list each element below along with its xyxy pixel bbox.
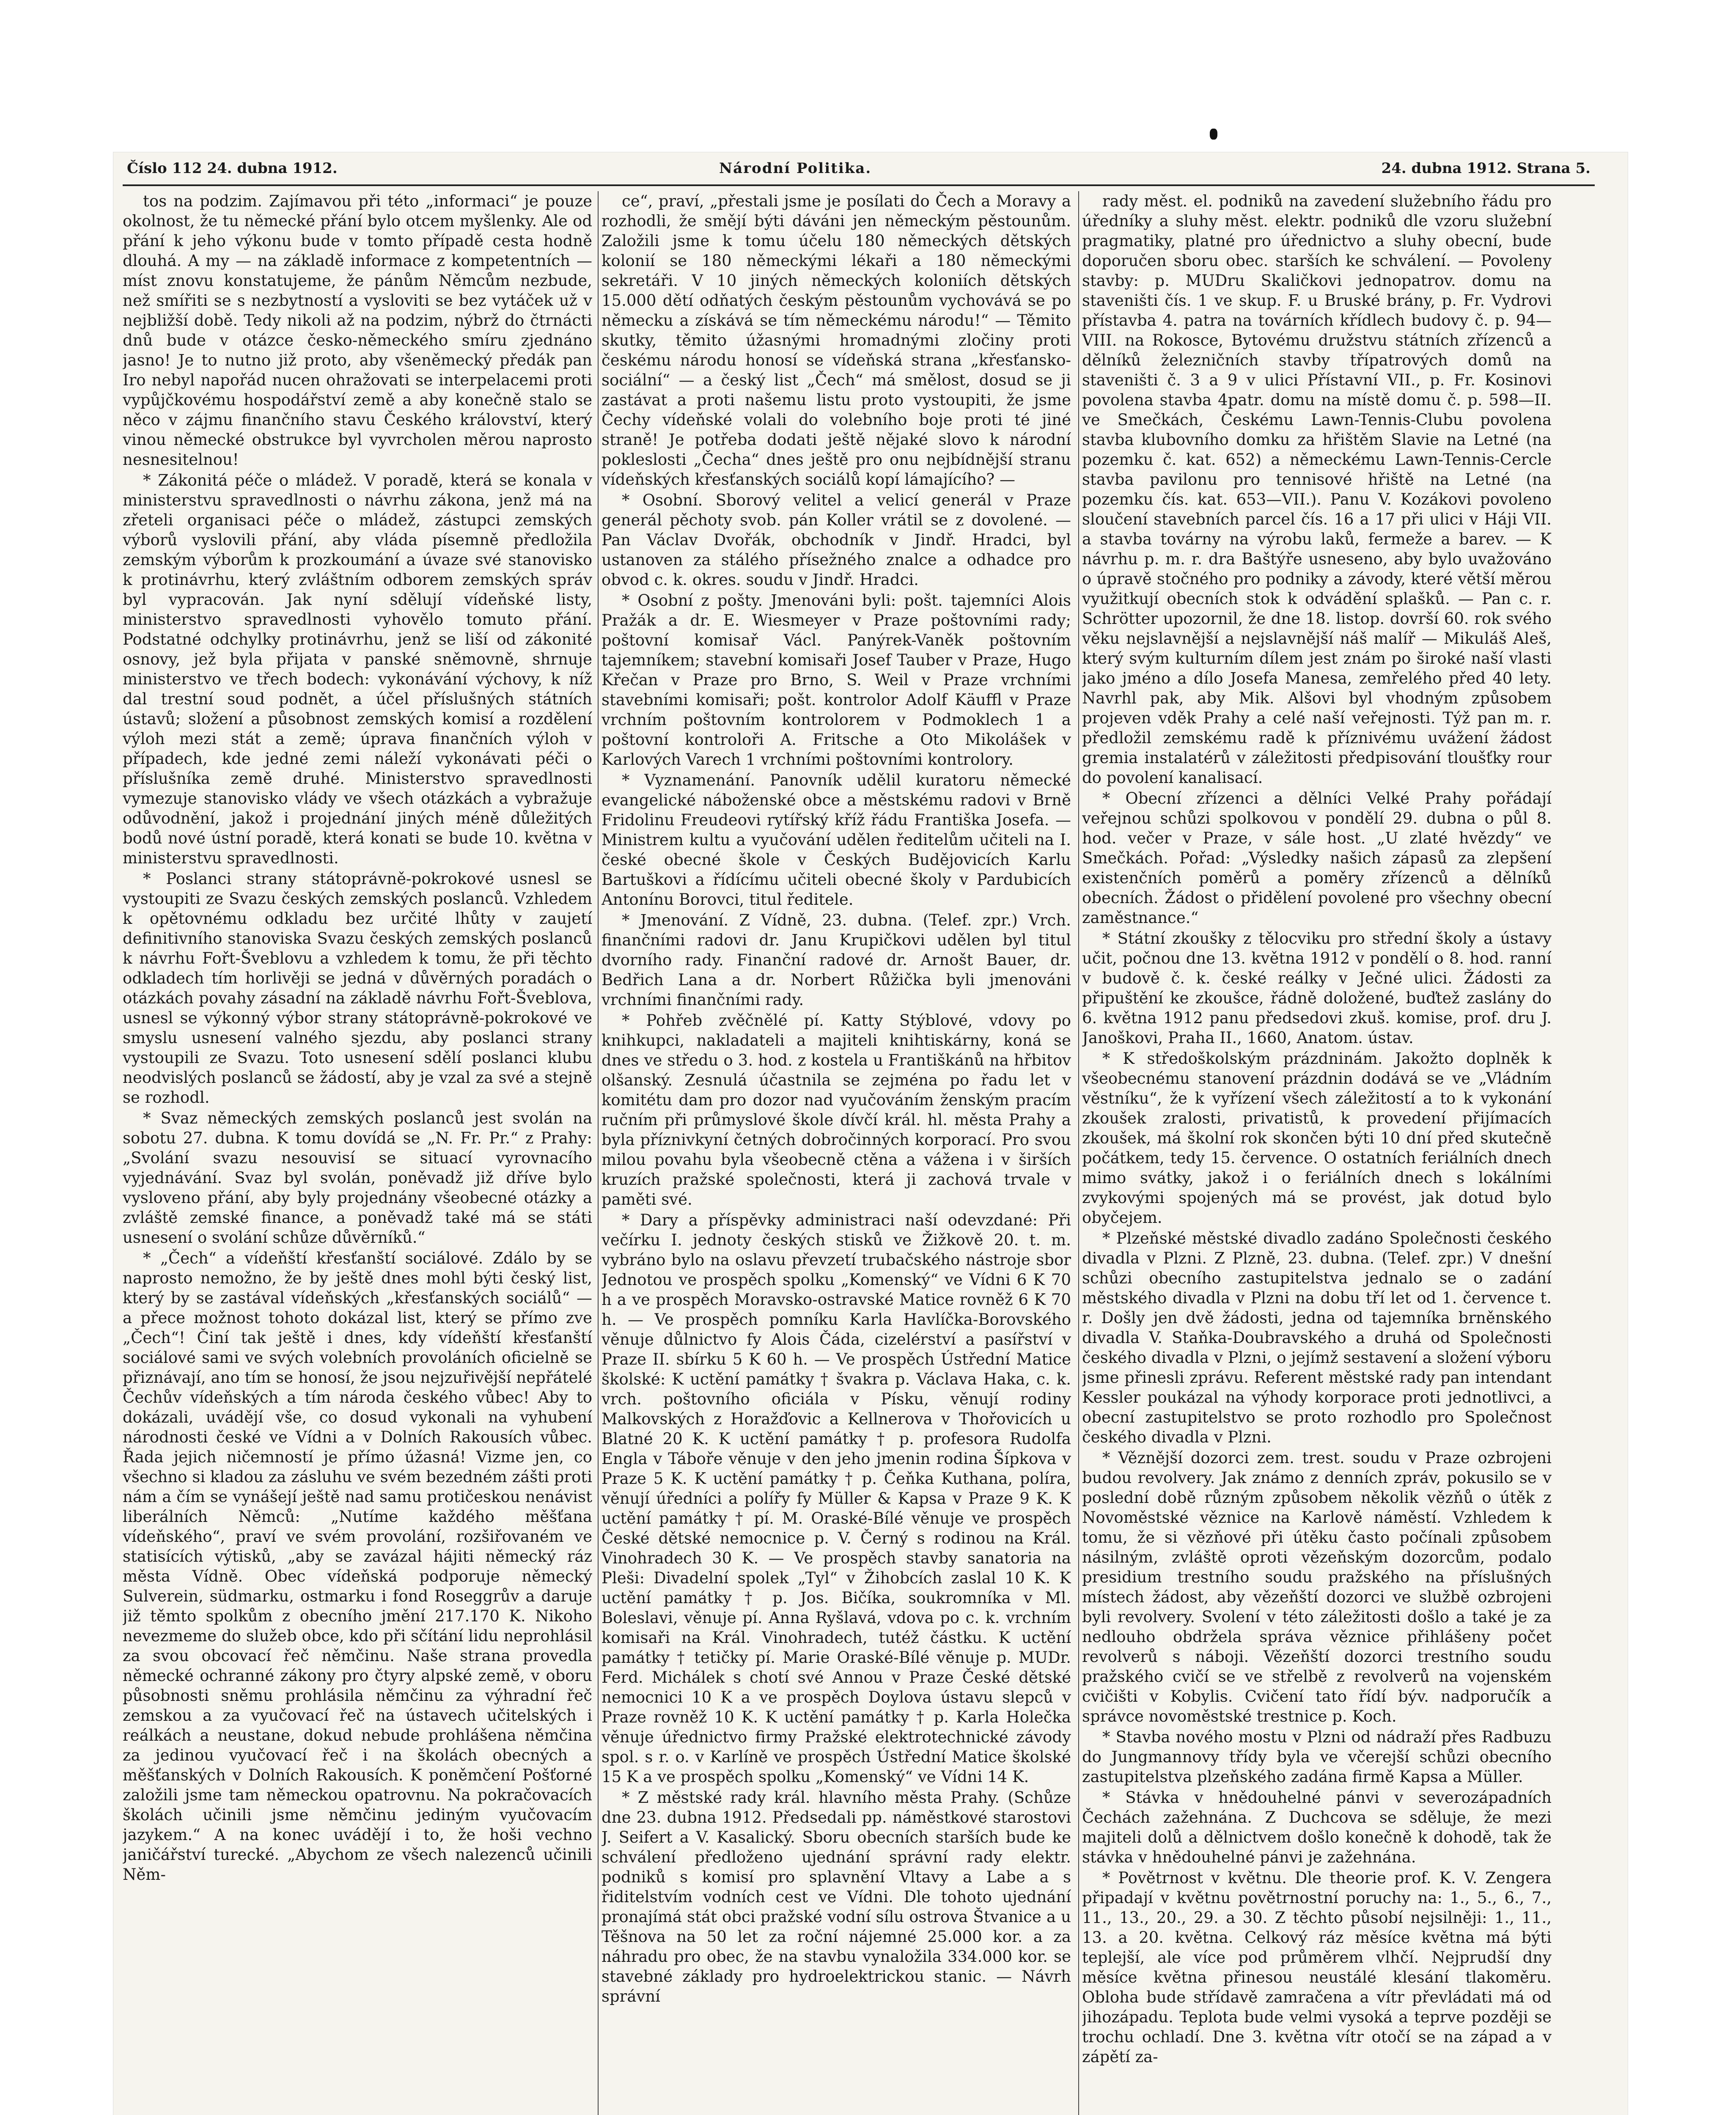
column-2 bbox=[602, 191, 1071, 2115]
article-paragraph: * Stavba nového mostu v Plzni od nádraží přes Radbuzu do Jungmannovy třídy byla ve včerejší schůzi obecního zastupitelstva plzeňského zadána firmě Kapsa a Müller. bbox=[1082, 1728, 1552, 1786]
article-paragraph: * Jmenování. Z Vídně, 23. dubna. (Telef. zpr.) Vrch. finančními radovi dr. Janu Krupičkovi udělen byl titul dvorního rady. Finanční radové dr. Arnošt Bauer, dr. Bedřich Lana a dr. Norbert Růžička byli jmenováni vrchními finančními rady. bbox=[602, 911, 1071, 1009]
article-paragraph: * Osobní. Sborový velitel a velicí generál v Praze generál pěchoty svob. pán Koller vrátil se z dovolené. — Pan Václav Dvořák, obchodník v Jindř. Hradci, byl ustanoven za stálého přísežného znalce a odhadce pro obvod c. k. okres. soudu v Jindř. Hradci. bbox=[602, 491, 1071, 589]
article-paragraph: * Poslanci strany státoprávně-pokrokové usnesl se vystoupiti ze Svazu českých zemských poslanců. Vzhledem k opětovnému odkladu bez určité lhůty v zaujetí definitivního stanoviska Svazu českých zemských poslanců k návrhu Fořt-Šveblovu a vzhledem k tomu, že při těchto odkladech tím horlivěji se jedná v důvěrných poradách o otázkách povahy zásadní na základě návrhu Fořt-Šveblova, usnesl se výkonný výbor strany státoprávně-pokrokové ve smyslu usnesení valného sjezdu, aby poslanci strany vystoupili ze Svazu. Toto usnesení sdělí poslanci klubu neodvislých poslanců se žádostí, aby je vzal za své a stejně se rozhodl. bbox=[123, 870, 592, 1107]
page-header bbox=[127, 160, 1590, 185]
article-paragraph: * K středoškolským prázdninám. Jakožto doplněk k všeobecnému stanovení prázdnin dodává se ve „Vládním věstníku“, že k vyřízení všech záležitostí a to k vykonání zkoušek zralosti, privatistů, k provedení přijímacích zkoušek, má školní rok skončen býti 10 dní před skutečně počátkem, tedy 15. července. O ostatních feriálních dnech mimo svátky, jakož i o feriálních dnech s lokálními zvykovými spojených má se provést, jak dotud bylo obyčejem. bbox=[1082, 1049, 1552, 1227]
article-paragraph: * Vyznamenání. Panovník udělil kuratoru německé evangelické náboženské obce a městskému radovi v Brně Fridolinu Freudeovi rytířský kříž řádu Františka Josefa. — Ministrem kultu a vyučování udělen ředitelům učiteli na I. české obecné škole v Českých Budějovicích Karlu Bartuškovi a řídícímu učiteli obecné školy v Pardubicích Antonínu Borovci, titul ředitele. bbox=[602, 771, 1071, 909]
article-paragraph: tos na podzim. Zajímavou při této „informaci“ je pouze okolnost, že tu německé přání bylo otcem myšlenky. Ale od přání k jeho výkonu bude v tomto případě cesta hodně dlouhá. A my — na základě informace z kompetentních — míst znovu konstatujeme, že pánům Němcům nezbude, než smířiti se s nezbytností a vysloviti se bez vytáček už v nejbližší době. Tedy nikoli až na podzim, nýbrž do čtrnácti dnů bude v otázce česko-německého smíru zjednáno jasno! Je to nutno již proto, aby všeněmecký předák pan Iro nebyl napořád nucen ohražovati se interpelacemi proti vypůjčkovému hospodářství země a aby konečně stalo se něco v zájmu finančního stavu Českého království, který vinou německé obstrukce byl vyvrcholen měrou naprosto nesnesitelnou! bbox=[123, 192, 592, 469]
article-paragraph: * „Čech“ a vídeňští křesťanští sociálové. Zdálo by se naprosto nemožno, že by ještě dnes mohl býti český list, který by se zastával vídeňských „křesťanských sociálů“ — a přece možnost tohoto dokázal list, který se přímo zve „Čech“! Činí tak ještě i dnes, kdy vídeňští křesťanští sociálové sami ve svých volebních provoláních oficielně se přiznávají, ano tím se honosí, že jsou nejzuřivější nepřátelé Čechův vídeňských a tím národa českého vůbec! Aby to dokázali, uvádějí vše, co dosud vykonali na vyhubení národnosti české ve Vídni a v Dolních Rakousích vůbec. Řada jejich ničemností je přímo úžasná! Vizme jen, co všechno si kladou za zásluhu ve svém bezedném zášti proti nám a čím se vynášejí ještě nad samu protičeskou nenávist liberálních Němců: „Nutíme každého měšťana vídeňského“, praví ve svém provolání, rozšiřovaném ve statisících výtisků, „aby se zavázal hájiti německý ráz města Vídně. Obec vídeňská podporuje německý Sulverein, südmarku, ostmarku i fond Roseggrův a daruje již těmto spolkům z obecního jmění 217.170 K. Nikoho nevezmeme do služeb obce, kdo při sčítání lidu neprohlásil za svou obcovací řeč němčinu. Naše strana provedla německé ochranné zákony pro čtyry alpské země, v oboru působnosti sněmu prohlásila němčinu za výhradní řeč zemskou a za vyučovací řeč na ústavech učitelských i reálkách a neustane, dokud nebude prohlášena němčina za jedinou vyučovací řeč i na školách obecných a měšťanských v Dolních Rakousích. K poněmčení Pošťorné založili jsme tam německou opatrovnu. Na pokračovacích školách učinili jsme němčinu jediným vyučovacím jazykem.“ A na konec uvádějí i to, že hoši vechno janičářství turecké. „Abychom ze všech nalezenců učinili Něm- bbox=[123, 1249, 592, 1884]
column-1 bbox=[123, 191, 592, 2115]
article-paragraph: * Státní zkoušky z tělocviku pro střední školy a ústavy učit, počnou dne 13. května 1912 v pondělí o 8. hod. ranní v budově č. k. české reálky v Ječné ulici. Žádosti za připuštění ke zkoušce, řádně doložené, buďtež zaslány do 6. května 1912 panu předsedovi zkuš. komise, prof. dru J. Janoškovi, Praha II., 1660, Anatom. ústav. bbox=[1082, 929, 1552, 1047]
column-divider bbox=[1078, 191, 1079, 2115]
article-paragraph: * Osobní z pošty. Jmenováni byli: pošt. tajemníci Alois Pražák a dr. E. Wiesmeyer v Praze poštovními rady; poštovní komisař Václ. Panýrek-Vaněk poštovním tajemníkem; stavební komisaři Josef Tauber v Praze, Hugo Křečan v Praze pro Brno, S. Weil v Praze vrchními stavebními komisaři; pošt. kontrolor Adolf Käuffl v Praze vrchním poštovním kontrolorem v Podmoklech 1 a poštovní kontroloři A. Fritsche a Oto Mikolášek v Karlových Varech 1 vrchními poštovními kontrolory. bbox=[602, 591, 1071, 769]
article-paragraph: * Stávka v hnědouhelné pánvi v severozápadních Čechách zažehnána. Z Duchcova se sděluje, že mezi majiteli dolů a dělnictvem došlo konečně k dohodě, tak že stávka v hnědouhelné pánvi je zažehnána. bbox=[1082, 1788, 1552, 1866]
article-paragraph: * Věznější dozorci zem. trest. soudu v Praze ozbrojeni budou revolvery. Jak známo z denních zpráv, pokusilo se v poslední době různým způsobem několik vězňů o útěk z Novoměstské věznice na Karlově náměstí. Vzhledem k tomu, že si vězňové při útěku často počínali způsobem násilným, zvláště oproti vězeňským dozorcům, podalo presidium trestního soudu pražského na příslušných místech žádost, aby vězeňští dozorci ve službě ozbrojeni byli revolvery. Svolení v této záležitosti došlo a také je za nedlouho obdržela správa věznice přihlášeny počet revolverů s náboji. Vězeňští dozorci trestního soudu pražského cvičí se ve střelbě z revolverů na vojenském cvičišti v Kobylis. Cvičení tato řídí býv. nadporučík a správce novoměstské trestnice p. Koch. bbox=[1082, 1449, 1552, 1725]
column-divider bbox=[598, 191, 599, 2115]
article-paragraph: * Pohřeb zvěčnělé pí. Katty Stýblové, vdovy po knihkupci, nakladateli a majiteli knihtiskárny, koná se dnes ve středu o 3. hod. z kostela u Františkánů na hřbitov olšanský. Zesnulá účastnila se zejména po řadu let v komitétu dam pro dozor nad vyučováním ženským pracím ručním při průmyslové škole dívčí král. hl. města Prahy a byla příznivkyní četných dobročinných korporací. Pro svou milou povahu byla všeobecně ctěna a vážena i v širších kruzích pražské společnosti, která ji zachová trvale v paměti své. bbox=[602, 1011, 1071, 1209]
article-paragraph: * Svaz německých zemských poslanců jest svolán na sobotu 27. dubna. K tomu dovídá se „N. Fr. Pr.“ z Prahy: „Svolání svazu nesouvisí se situací vyrovnacího vyjednávání. Svaz byl svolán, poněvadž již dříve bylo vysloveno přání, aby byly projednány všeobecné otázky a zvláště zemské finance, a poněvadž také má se státi usnesení o svolání schůze důvěrníků.“ bbox=[123, 1109, 592, 1247]
article-paragraph: rady měst. el. podniků na zavedení služebního řádu pro úředníky a sluhy měst. elektr. podniků dle vzoru služební pragmatiky, platné pro úřednictvo a sluhy obecní, bude doporučen sboru obec. starších ke schválení. — Povoleny stavby: p. MUDru Skaličkovi jednopatrov. domu na staveništi čís. 1 ve skup. F. u Bruské brány, p. Fr. Vydrovi přístavba 4. patra na továrních křídlech budovy č. p. 94—VIII. na Rokosce, Bytovému družstvu státních zřízenců a dělníků železničních stavby třípatrových domů na staveništi č. 3 a 9 v ulici Přístavní VII., p. Fr. Kosinovi povolena stavba 4patr. domu na místě domu č. p. 598—II. ve Smečkách, Českému Lawn-Tennis-Clubu povolena stavba klubovního domku za hřištěm Slavie na Letné (na pozemku č. kat. 652) a německému Lawn-Tennis-Cercle stavba pavilonu pro tennisové hřiště na Letné (na pozemku čís. kat. 653—VII.). Panu V. Kozákovi povoleno sloučení stavebních parcel čís. 16 a 17 při ulici v Háji VII. a stavba továrny na výrobu laků, fermeže a barev. — K návrhu p. m. r. dra Baštýře usneseno, aby bylo uvažováno o úpravě stočného pro podniky a závody, které větší měrou využitkují obecních stok k odvádění splašků. — Pan c. r. Schrötter upozornil, že dne 18. listop. dovrší 60. rok svého věku nejslavnější a nejslavnější náš malíř — Mikuláš Aleš, který svým kulturním dílem jest znám po široké naší vlasti jako jméno a dílo Josefa Manesa, zemřelého před 40 lety. Navrhl pak, aby Mik. Alšovi byl vhodným způsobem projeven vděk Prahy a celé naší veřejnosti. Týž pan m. r. předložil zemskému radě k příznivému uvážení žádost gremia instalatérů v záležitosti předpisování tloušťky rour do povolení kanalisací. bbox=[1082, 192, 1552, 787]
article-paragraph: * Plzeňské městské divadlo zadáno Společnosti českého divadla v Plzni. Z Plzně, 23. dubna. (Telef. zpr.) V dnešní schůzi obecního zastupitelstva jednalo se o zadání městského divadla v Plzni na dobu tří let od 1. července t. r. Došly jen dvě žádosti, jedna od tajemníka brněnského divadla V. Staňka-Doubravského a druhá od Společnosti českého divadla v Plzni, o jejímž sestavení a složení výboru jsme přinesli zprávu. Referent městské rady pan intendant Kessler poukázal na výhody korporace proti jednotlivci, a obecní zastupitelstvo se proto rozhodlo pro Společnost českého divadla v Plzni. bbox=[1082, 1229, 1552, 1446]
ink-mark bbox=[1210, 129, 1217, 140]
article-paragraph: * Z městské rady král. hlavního města Prahy. (Schůze dne 23. dubna 1912. Předsedali pp. náměstkové starostovi J. Seifert a V. Kasalický. Sboru obecních starších bude ke schválení předloženo ujednání správní rady elektr. podniků s komisí pro splavnění Vltavy a Labe a s řiditelstvím vodních cest ve Vídni. Dle tohoto ujednání pronajímá stát obci pražské vodní sílu ostrova Štvanice a u Těšnova na 50 let za roční nájemné 25.000 kor. a za náhradu pro obec, že na stavbu vynaložila 334.000 kor. se stavebné základy pro hydroelektrickou stanic. — Návrh správní bbox=[602, 1788, 1071, 2005]
article-paragraph: * Dary a příspěvky administraci naší odevzdané: Při večírku I. jednoty českých stisků ve Žižkově 20. t. m. vybráno bylo na oslavu převzetí trubačského nástroje sbor Jednotou ve prospěch spolku „Komenský“ ve Vídni 6 K 70 h a ve prospěch Moravsko-ostravské Matice rovněž 6 K 70 h. — Ve prospěch pomníku Karla Havlíčka-Borovského věnuje důlnictvo fy Alois Čáda, cizelérství a pasířství v Praze II. sbírku 5 K 60 h. — Ve prospěch Ústřední Matice školské: K uctění památky † švakra p. Václava Haka, c. k. vrch. poštovního oficiála v Písku, věnují rodiny Malkovských z Horažďovic a Kellnerova v Thořovicích u Blatné 20 K. K uctění památky † p. profesora Rudolfa Engla v Táboře věnuje v den jeho jmenin rodina Šípkova v Praze 5 K. K uctění památky † p. Čeňka Kuthana, políra, věnují úředníci a polířy fy Müller & Kapsa v Praze 9 K. K uctění památky † pí. M. Oraské-Bílé věnuje ve prospěch České dětské nemocnice p. V. Černý s rodinou na Král. Vinohradech 30 K. — Ve prospěch stavby sanatoria na Pleši: Divadelní spolek „Tyl“ v Žihobcích zaslal 10 K. K uctění památky † p. Jos. Bičíka, soukromníka v Ml. Boleslavi, věnuje pí. Anna Ryšlavá, vdova po c. k. vrchním komisaři na Král. Vinohradech, tutéž částku. K uctění památky † tetičky pí. Marie Oraské-Bílé věnuje p. MUDr. Ferd. Michálek s chotí své Annou v Praze České dětské nemocnici 10 K a ve prospěch Doylova ústavu slepců v Praze rovněž 10 K. K uctění památky † p. Karla Holečka věnuje úřednictvo firmy Pražské elektrotechnické závody spol. s r. o. v Karlíně ve prospěch Ústřední Matice školské 15 K a ve prospěch spolku „Komenský“ ve Vídni 14 K. bbox=[602, 1211, 1071, 1786]
article-paragraph: * Obecní zřízenci a dělníci Velké Prahy pořádají veřejnou schůzi spolkovou v pondělí 29. dubna o půl 8. hod. večer v Praze, v sále host. „U zlaté hvězdy“ ve Smečkách. Pořad: „Výsledky našich zápasů za zlepšení existenčních poměrů a poměry zřízenců a dělníků obecních. Žádost o přidělení povolené pro všechny obecní zaměstnance.“ bbox=[1082, 789, 1552, 927]
issue-number: Číslo 112 24. dubna 1912. bbox=[127, 160, 338, 177]
header-rule bbox=[123, 184, 1595, 186]
newspaper-title: Národní Politika. bbox=[719, 160, 872, 177]
article-paragraph: * Zákonitá péče o mládež. V poradě, která se konala v ministerstvu spravedlnosti o návrhu zákona, jenž má na zřeteli organisaci péče o mládež, zástupci zemských výborů vyslovili přání, aby vláda písemně předložila zemským výborům k prozkoumání a úvaze své stanovisko k protinávrhu, který zvláštním odborem zemských správ byl vypracován. Jak nyní sdělují vídeňské listy, ministerstvo spravedlnosti vyhovělo tomuto přání. Podstatné odchylky protinávrhu, jenž se liší od zákonité osnovy, jež byla přijata v panské sněmovně, shrnuje ministerstvo ve třech bodech: vykonávání výchovy, k níž dal trestní soud podnět, a účel příslušných státních ústavů; složení a působnost zemských komisí a rozdělení výloh mezi stát a země; úprava finančních výloh v případech, kde jedné zemi náleží vykonávati péči o příslušníka země druhé. Ministerstvo spravedlnosti vymezuje stanovisko vlády ve všech otázkách a vybražuje odůvodnění, jakož i projednání jiných méně důležitých bodů nové ústní poradě, která konati se bude 10. května v ministerstvu spravedlnosti. bbox=[123, 471, 592, 867]
column-3 bbox=[1082, 191, 1552, 2115]
date-page: 24. dubna 1912. Strana 5. bbox=[1381, 160, 1590, 177]
article-paragraph: * Povětrnost v květnu. Dle theorie prof. K. V. Zengera připadají v květnu povětrnostní poruchy na: 1., 5., 6., 7., 11., 13., 20., 29. a 30. Z těchto působí nejsilněji: 1., 11., 13. a 20. května. Celkový ráz měsíce května má býti teplejší, ale více pod průměrem vlhčí. Nejprudší dny měsíce května přinesou neustálé klesání tlakoměru. Obloha bude střídavě zamračena a vítr převládati má od jihozápadu. Teplota bude velmi vysoká a teprve později se trochu ochladí. Dne 3. května vítr otočí se na západ a v zápětí za- bbox=[1082, 1869, 1552, 2066]
article-paragraph: ce“, praví, „přestali jsme je posílati do Čech a Moravy a rozhodli, že smějí býti dáváni jen německým pěstounům. Založili jsme k tomu účelu 180 německých dětských kolonií se 180 německými lékaři a 180 německými sekretáři. V 10 jiných německých koloniích dětských 15.000 dětí odňatých českým pěstounům vychovává se po německu a získává se tím německému národu!“ — Těmito skutky, těmito úžasnými hromadnými zločiny proti českému národu honosí se vídeňská strana „křesťansko-sociální“ — a český list „Čech“ má smělost, dosud se ji zastávat a proti našemu listu proto vystoupiti, že jsme Čechy vídeňské volali do volebního boje proti té jiné straně! Je potřeba dodati ještě nějaké slovo k národní pokleslosti „Čecha“ dnes ještě pro onu nejbídnější stranu vídeňských křesťanských sociálů kopí lámajícího? — bbox=[602, 192, 1071, 489]
